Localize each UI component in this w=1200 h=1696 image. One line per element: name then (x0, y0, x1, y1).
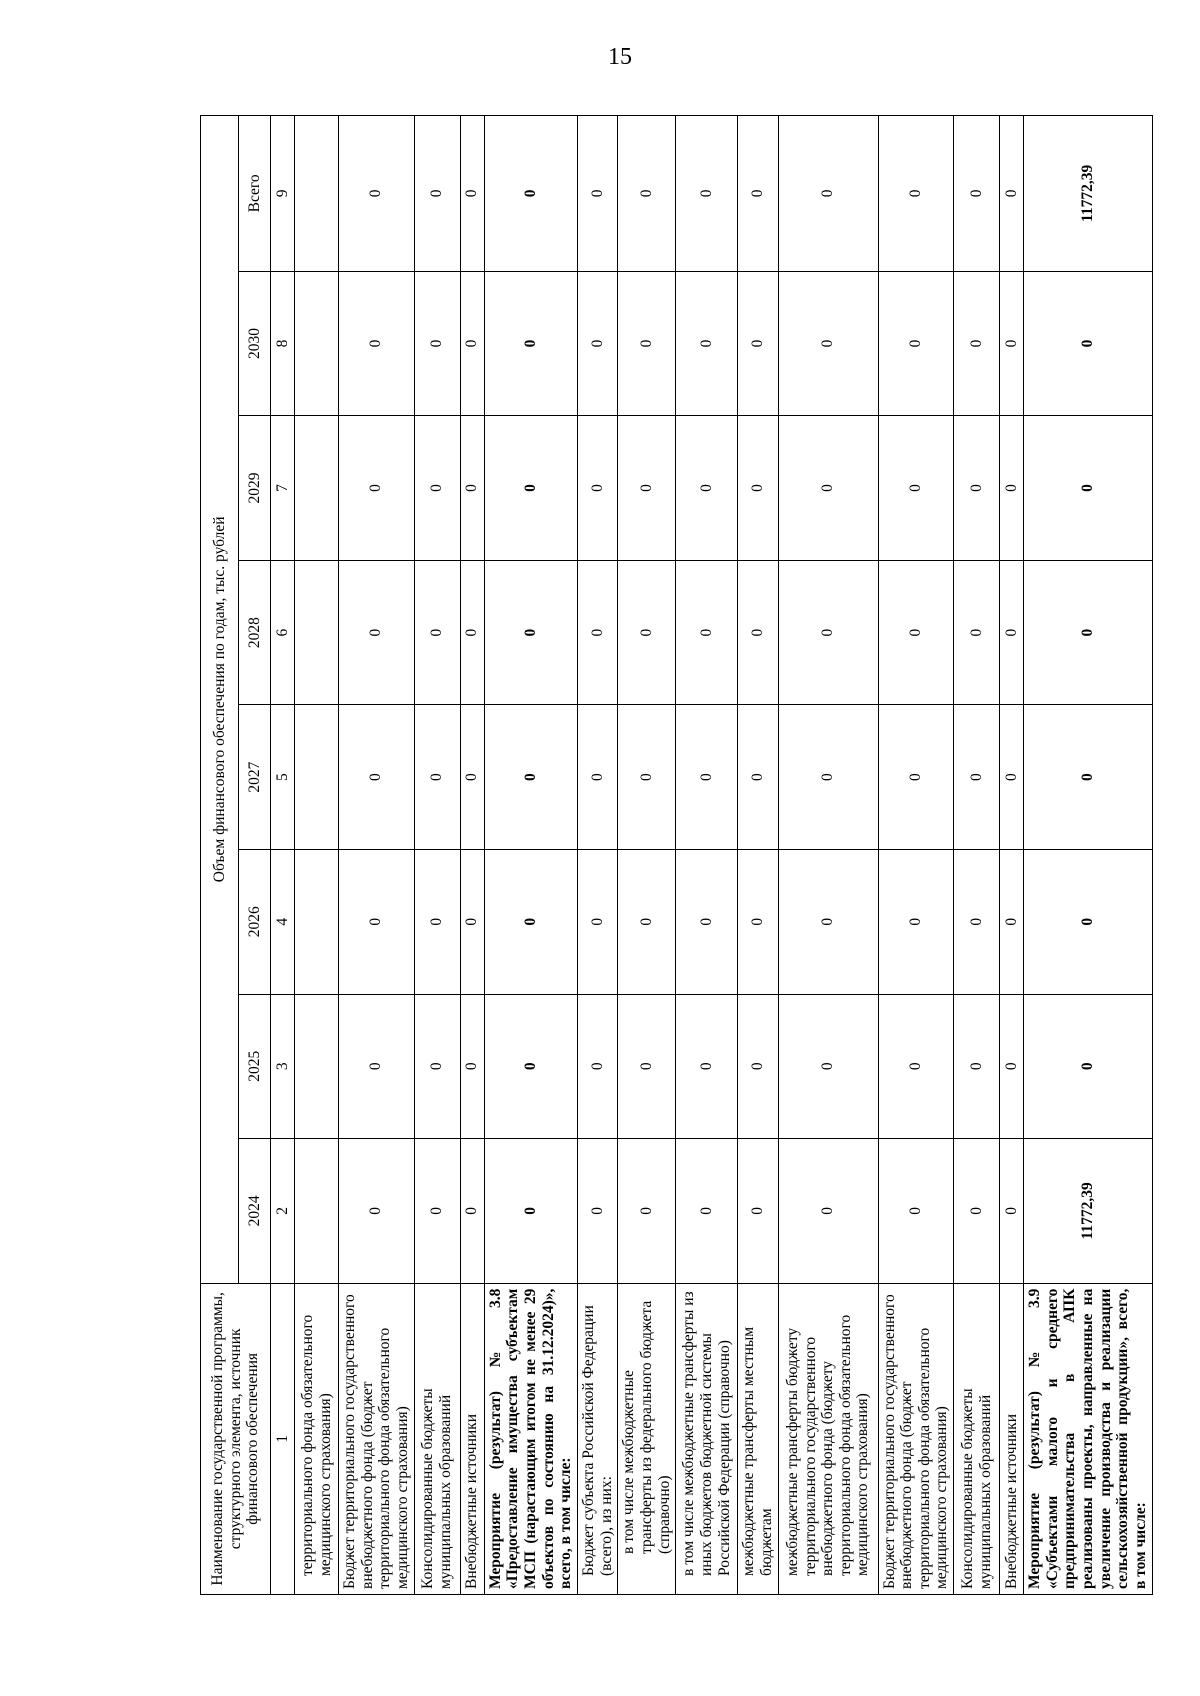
value-cell: 0 (1024, 994, 1153, 1139)
value-cell (295, 705, 339, 850)
row-name-cell: Мероприятие (результат) № 3.8 «Предоставление имущества субъектам МСП (нарастающим итогом не менее 29 объектов по состоянию на 31.12.2024)», всего, в том числе: (484, 1283, 577, 1594)
value-cell (295, 416, 339, 561)
value-cell: 0 (618, 116, 676, 272)
value-cell: 0 (676, 271, 738, 416)
value-cell: 0 (878, 116, 954, 272)
value-cell: 0 (738, 705, 778, 850)
value-cell: 0 (484, 705, 577, 850)
value-cell: 0 (414, 705, 460, 850)
value-cell: 0 (414, 560, 460, 705)
value-cell: 0 (460, 416, 484, 561)
year-header: 2028 (239, 560, 271, 705)
table-row (414, 116, 460, 1595)
value-cell: 0 (676, 849, 738, 994)
value-cell: 0 (460, 560, 484, 705)
value-cell: 0 (676, 116, 738, 272)
value-cell: 0 (577, 994, 617, 1139)
page-number: 15 (608, 44, 632, 70)
value-cell: 0 (878, 271, 954, 416)
table-row (878, 116, 954, 1595)
value-cell: 0 (1000, 705, 1024, 850)
table-row (460, 116, 484, 1595)
value-cell: 0 (954, 560, 1000, 705)
value-cell: 0 (738, 271, 778, 416)
value-cell: 0 (460, 994, 484, 1139)
table-row (339, 116, 415, 1595)
value-cell: 0 (339, 1139, 415, 1284)
value-cell: 0 (878, 994, 954, 1139)
table-row (676, 116, 738, 1595)
value-cell: 0 (676, 1139, 738, 1284)
total-header: Всего (239, 116, 271, 272)
value-cell: 0 (414, 416, 460, 561)
value-cell: 0 (618, 560, 676, 705)
table-row (577, 116, 617, 1595)
financing-table (200, 115, 1153, 1595)
value-cell: 0 (1000, 849, 1024, 994)
value-cell: 0 (1000, 1139, 1024, 1284)
value-cell: 0 (738, 116, 778, 272)
value-cell: 0 (954, 116, 1000, 272)
row-name-cell: в том числе межбюджетные трансферты из федерального бюджета (справочно) (618, 1283, 676, 1594)
value-cell: 0 (676, 994, 738, 1139)
value-cell: 0 (778, 849, 878, 994)
value-cell: 0 (460, 116, 484, 272)
column-number: 9 (271, 116, 295, 272)
value-cell: 0 (484, 849, 577, 994)
value-cell: 0 (414, 849, 460, 994)
table-row (1024, 116, 1153, 1595)
column-number: 7 (271, 416, 295, 561)
value-cell: 0 (577, 271, 617, 416)
value-cell (295, 1139, 339, 1284)
value-cell: 0 (878, 849, 954, 994)
value-cell: 0 (778, 271, 878, 416)
value-cell: 0 (778, 705, 878, 850)
value-cell: 0 (460, 271, 484, 416)
year-header: 2029 (239, 416, 271, 561)
year-header: 2026 (239, 849, 271, 994)
value-cell: 0 (954, 994, 1000, 1139)
value-cell: 0 (738, 416, 778, 561)
column-number: 2 (271, 1139, 295, 1284)
value-cell: 0 (618, 994, 676, 1139)
value-cell: 0 (738, 1139, 778, 1284)
row-name-cell: Бюджет субъекта Российской Федерации (всего), из них: (577, 1283, 617, 1594)
year-header: 2024 (239, 1139, 271, 1284)
value-cell: 0 (738, 849, 778, 994)
value-cell (295, 271, 339, 416)
value-cell: 0 (484, 116, 577, 272)
table-row (484, 116, 577, 1595)
column-number: 1 (271, 1283, 295, 1594)
value-cell: 0 (460, 705, 484, 850)
value-cell: 0 (1024, 271, 1153, 416)
table-row (778, 116, 878, 1595)
value-cell: 0 (778, 560, 878, 705)
value-cell: 0 (577, 560, 617, 705)
value-cell: 0 (339, 416, 415, 561)
value-cell: 0 (618, 271, 676, 416)
value-cell (295, 994, 339, 1139)
table-row (295, 116, 339, 1595)
value-cell: 0 (1024, 705, 1153, 850)
value-cell: 0 (339, 994, 415, 1139)
value-cell: 0 (954, 1139, 1000, 1284)
value-cell: 11772,39 (1024, 1139, 1153, 1284)
value-cell: 0 (676, 560, 738, 705)
row-name-cell: Консолидированные бюджеты муниципальных образований (954, 1283, 1000, 1594)
row-name-cell: Внебюджетные источники (460, 1283, 484, 1594)
value-cell: 0 (1000, 994, 1024, 1139)
column-number: 6 (271, 560, 295, 705)
row-name-cell: Бюджет территориального государственного внебюджетного фонда (бюджет территориального фонда обязательного медицинского страхования) (878, 1283, 954, 1594)
row-name-cell: Внебюджетные источники (1000, 1283, 1024, 1594)
table-row (954, 116, 1000, 1595)
value-cell: 0 (484, 271, 577, 416)
value-cell: 0 (676, 705, 738, 850)
value-cell: 0 (778, 416, 878, 561)
value-cell: 0 (778, 116, 878, 272)
table-body (295, 116, 1153, 1595)
value-cell: 0 (414, 271, 460, 416)
column-number: 8 (271, 271, 295, 416)
value-cell: 11772,39 (1024, 116, 1153, 272)
value-cell: 0 (618, 705, 676, 850)
value-cell: 0 (484, 416, 577, 561)
value-cell: 0 (1000, 116, 1024, 272)
value-cell: 0 (339, 705, 415, 850)
value-cell: 0 (577, 705, 617, 850)
value-cell: 0 (460, 1139, 484, 1284)
value-cell: 0 (954, 271, 1000, 416)
column-number: 5 (271, 705, 295, 850)
year-header: 2027 (239, 705, 271, 850)
value-cell: 0 (339, 116, 415, 272)
table-row (1000, 116, 1024, 1595)
row-name-cell: Бюджет территориального государственного внебюджетного фонда (бюджет территориального фонда обязательного медицинского страхования) (339, 1283, 415, 1594)
row-name-cell: межбюджетные трансферты местным бюджетам (738, 1283, 778, 1594)
year-header: 2025 (239, 994, 271, 1139)
value-cell: 0 (738, 994, 778, 1139)
value-cell: 0 (339, 849, 415, 994)
column-number: 3 (271, 994, 295, 1139)
value-cell: 0 (1000, 560, 1024, 705)
value-cell: 0 (618, 416, 676, 561)
value-cell: 0 (878, 705, 954, 850)
row-name-cell: территориального фонда обязательного медицинского страхования) (295, 1283, 339, 1594)
value-cell: 0 (954, 705, 1000, 850)
value-cell: 0 (577, 849, 617, 994)
name-column-header: Наименование государственной программы, структурного элемента, источник финансового обеспечения (201, 1283, 271, 1594)
value-cell: 0 (484, 1139, 577, 1284)
value-cell: 0 (460, 849, 484, 994)
year-header: 2030 (239, 271, 271, 416)
row-name-cell: Мероприятие (результат) № 3.9 «Субъектами малого и среднего предпринимательства в АПК реализованы проекты, направленные на увеличение производства и реализации сельскохозяйственной продукции», всего, в том числе: (1024, 1283, 1153, 1594)
value-cell: 0 (878, 560, 954, 705)
table-row (618, 116, 676, 1595)
value-cell: 0 (618, 849, 676, 994)
row-name-cell: межбюджетные трансферты бюджету территориального государственного внебюджетного фонда (бюджету территориального фонда обязательного медицинского страхования) (778, 1283, 878, 1594)
value-cell: 0 (954, 416, 1000, 561)
value-cell: 0 (1024, 416, 1153, 561)
row-name-cell: Консолидированные бюджеты муниципальных образований (414, 1283, 460, 1594)
value-cell: 0 (577, 1139, 617, 1284)
value-cell: 0 (339, 271, 415, 416)
value-cell: 0 (484, 994, 577, 1139)
value-cell: 0 (339, 560, 415, 705)
volume-group-header: Объем финансового обеспечения по годам, тыс. рублей (201, 116, 239, 1284)
value-cell (295, 116, 339, 272)
value-cell (295, 560, 339, 705)
value-cell: 0 (676, 416, 738, 561)
column-number: 4 (271, 849, 295, 994)
value-cell: 0 (414, 116, 460, 272)
value-cell: 0 (1000, 416, 1024, 561)
rotated-table-wrapper (200, 115, 1150, 1595)
value-cell: 0 (618, 1139, 676, 1284)
value-cell: 0 (577, 116, 617, 272)
value-cell: 0 (954, 849, 1000, 994)
value-cell (295, 849, 339, 994)
value-cell: 0 (1024, 849, 1153, 994)
row-name-cell: в том числе межбюджетные трансферты из иных бюджетов бюджетной системы Российской Федерации (справочно) (676, 1283, 738, 1594)
value-cell: 0 (1000, 271, 1024, 416)
table-row (738, 116, 778, 1595)
value-cell: 0 (484, 560, 577, 705)
value-cell: 0 (738, 560, 778, 705)
value-cell: 0 (778, 994, 878, 1139)
value-cell: 0 (414, 994, 460, 1139)
value-cell: 0 (878, 416, 954, 561)
value-cell: 0 (1024, 560, 1153, 705)
value-cell: 0 (778, 1139, 878, 1284)
value-cell: 0 (414, 1139, 460, 1284)
value-cell: 0 (577, 416, 617, 561)
value-cell: 0 (878, 1139, 954, 1284)
